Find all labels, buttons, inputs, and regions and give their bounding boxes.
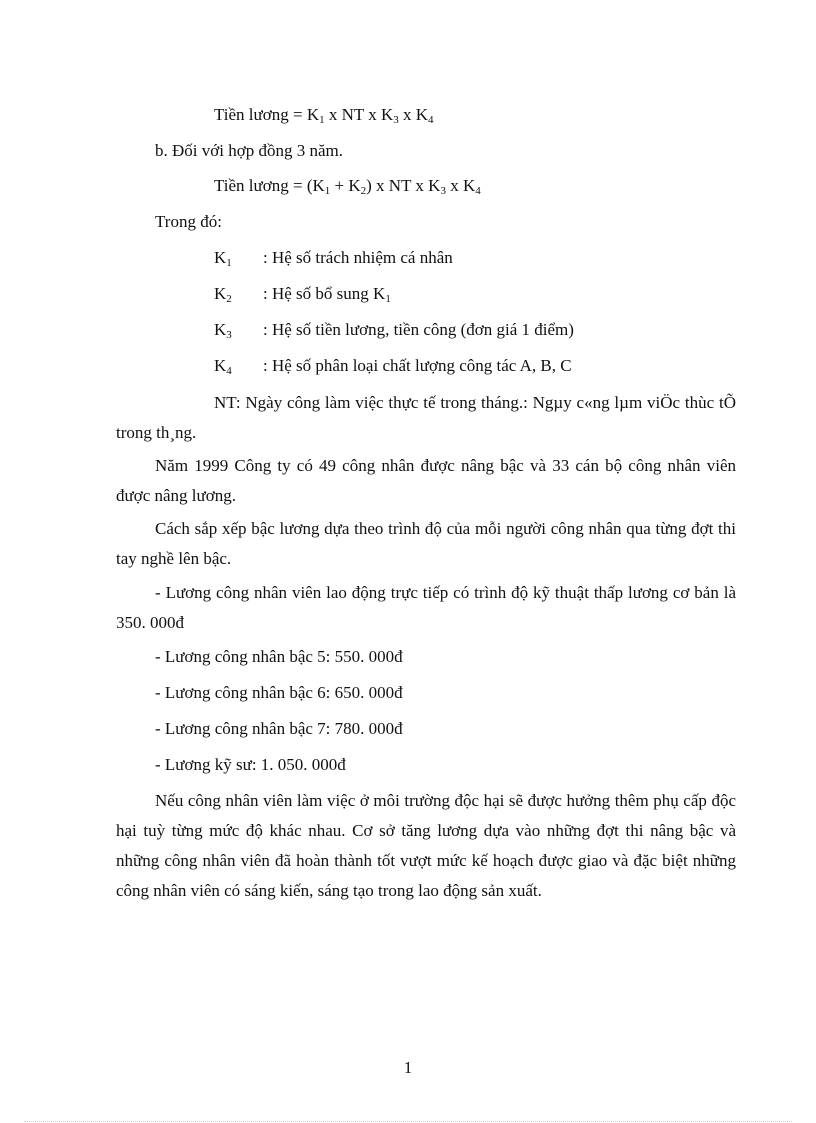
subscript: 1 bbox=[324, 185, 331, 197]
page-number: 1 bbox=[403, 1058, 413, 1077]
subscript: 3 bbox=[226, 329, 232, 341]
formula-text: + K bbox=[330, 176, 361, 195]
formula-text: x K bbox=[398, 105, 429, 124]
paragraph-text: - Lương công nhân viên lao động trực tiếp có trình độ kỹ thuật thấp lương cơ bản là 350. 000đ bbox=[116, 583, 736, 632]
wage-item-grade-6: - Lương công nhân bậc 6: 650. 000đ bbox=[155, 683, 403, 702]
subscript: 2 bbox=[360, 185, 367, 197]
subscript: 2 bbox=[226, 293, 232, 305]
wage-item-grade-5: - Lương công nhân bậc 5: 550. 000đ bbox=[155, 647, 403, 666]
definition-symbol: K bbox=[214, 356, 227, 375]
formula-three-year bbox=[214, 175, 481, 197]
paragraph-text: Cách sắp xếp bậc lương dựa theo trình độ của mỗi người công nhân qua từng đợt thi tay nghề lên bậc. bbox=[116, 519, 736, 568]
where-label: Trong đó: bbox=[155, 212, 222, 231]
paragraph-text: Nếu công nhân viên làm việc ở môi trường độc hại sẽ được hưởng thêm phụ cấp độc hại tuỳ từng mức độ khác nhau. Cơ sở tăng lương dựa vào những đợt thi nâng bậc và những công nhân viên đã hoàn thành tốt vượt mức kế hoạch được giao và đặc biệt những công nhân viên có sáng kiến, sáng tạo trong lao động sản xuất. bbox=[116, 791, 736, 900]
paragraph-1999 bbox=[116, 451, 736, 511]
definition-text: : Hệ số phân loại chất lượng công tác A, B, C bbox=[263, 356, 572, 375]
formula-text: Tiền lương = (K bbox=[214, 176, 325, 195]
subscript: 4 bbox=[226, 365, 232, 377]
paragraph-hazard-allowance bbox=[116, 786, 736, 906]
definition-text: : Hệ số trách nhiệm cá nhân bbox=[263, 248, 453, 267]
formula-one-year bbox=[214, 104, 434, 126]
definition-k2 bbox=[214, 283, 232, 305]
definition-k4 bbox=[214, 355, 232, 377]
paragraph-ranking-method bbox=[116, 514, 736, 574]
wage-item-engineer: - Lương kỹ sư: 1. 050. 000đ bbox=[155, 755, 346, 774]
definition-symbol: K bbox=[214, 320, 227, 339]
formula-text: ) x NT x K bbox=[366, 176, 441, 195]
definition-symbol: K bbox=[214, 248, 227, 267]
subscript: 3 bbox=[393, 114, 399, 126]
definition-text-tail: K bbox=[373, 284, 386, 303]
definition-symbol: K bbox=[214, 284, 227, 303]
definition-text bbox=[263, 283, 391, 305]
subscript: 3 bbox=[440, 185, 446, 197]
paragraph-text: Năm 1999 Công ty có 49 công nhân được nâng bậc và 33 cán bộ công nhân viên được nâng lương. bbox=[116, 456, 736, 505]
subscript: 1 bbox=[226, 257, 232, 269]
nt-note-text: NT: Ngày công làm việc thực tế trong tháng.: Ngµy c«ng lµm viÖc thùc tÕ trong th¸ng. bbox=[116, 393, 736, 442]
formula-text: x NT x K bbox=[324, 105, 394, 124]
page-bottom-rule bbox=[24, 1121, 792, 1122]
formula-text: x K bbox=[445, 176, 476, 195]
definition-k1 bbox=[214, 247, 232, 269]
subscript: 1 bbox=[319, 114, 325, 126]
subscript: 4 bbox=[428, 114, 434, 126]
wage-item-grade-7: - Lương công nhân bậc 7: 780. 000đ bbox=[155, 719, 403, 738]
definition-k3 bbox=[214, 319, 232, 341]
subscript: 1 bbox=[385, 293, 391, 305]
formula-text: Tiền lương = K bbox=[214, 105, 320, 124]
definition-text-body: : Hệ số bổ sung bbox=[263, 284, 374, 303]
subscript: 4 bbox=[475, 185, 481, 197]
paragraph-direct-labour-wage bbox=[116, 578, 736, 638]
nt-note-paragraph bbox=[116, 388, 736, 448]
section-heading-b: b. Đối với hợp đồng 3 năm. bbox=[155, 141, 343, 160]
definition-text: : Hệ số tiền lương, tiền công (đơn giá 1 điểm) bbox=[263, 320, 574, 339]
